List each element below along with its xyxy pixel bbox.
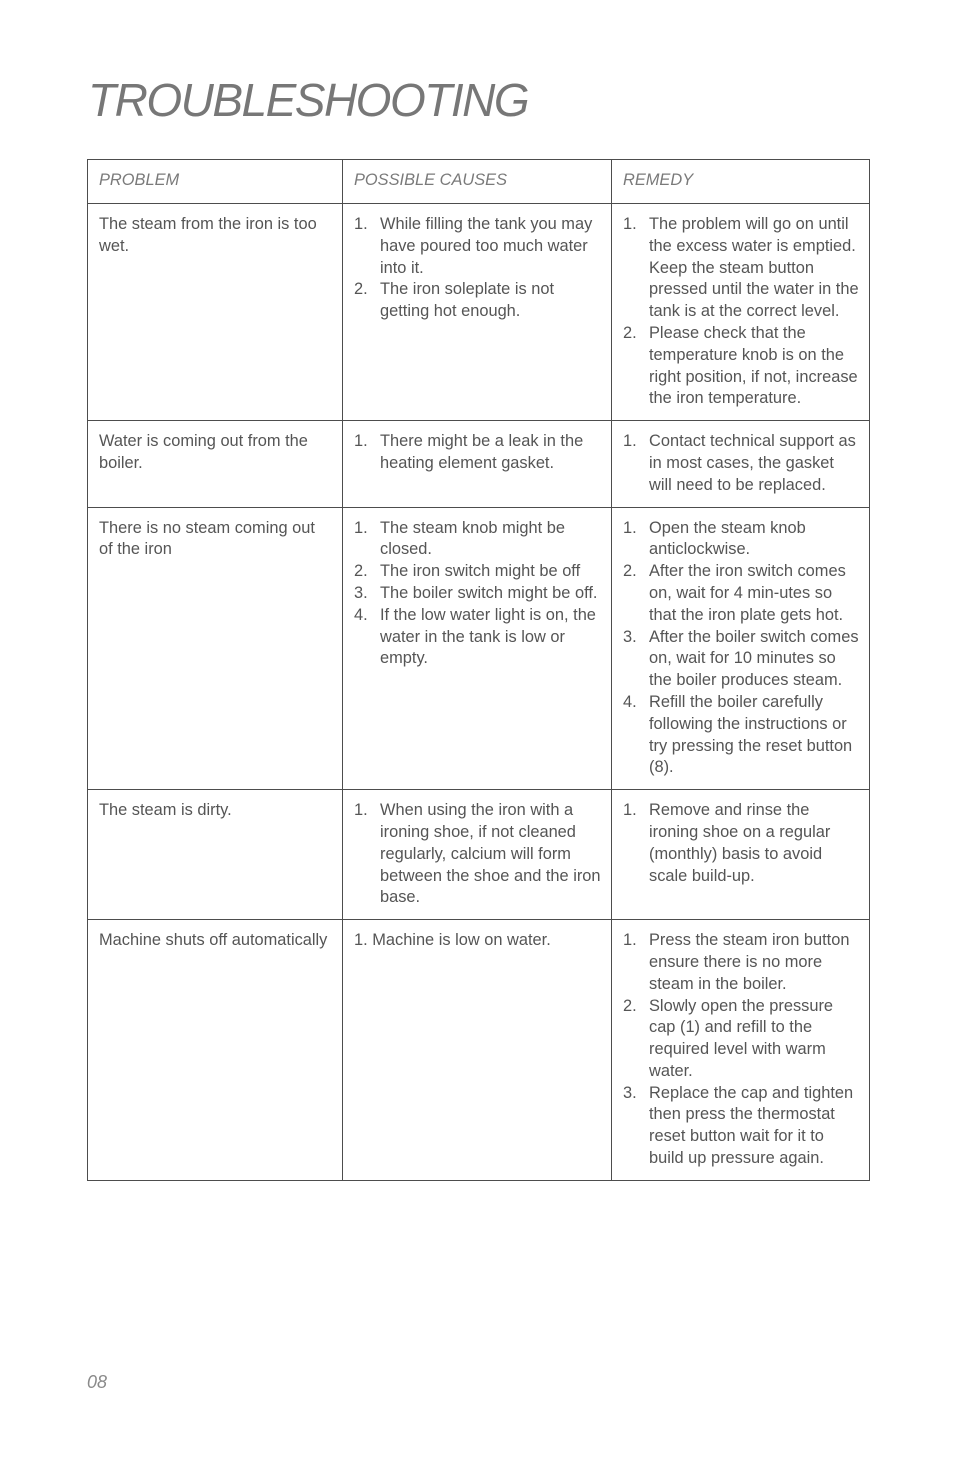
cause-item <box>354 518 601 562</box>
remedy-item <box>623 561 859 626</box>
table-row <box>88 790 870 920</box>
list-number: 2. <box>623 562 637 581</box>
causes-list <box>354 214 601 323</box>
list-number: 3. <box>623 1083 637 1102</box>
problem-cell <box>88 204 343 421</box>
list-number: 2. <box>354 562 368 581</box>
list-number: 1. <box>623 215 637 233</box>
cause-text: While filling the tank you may have poured too much water into it. <box>380 215 593 277</box>
list-number: 2. <box>623 323 637 342</box>
remedy-item <box>623 1083 859 1170</box>
causes-list <box>354 800 601 909</box>
remedy-list <box>623 518 859 780</box>
list-number: 2. <box>623 996 637 1015</box>
page-number: 08 <box>87 1372 108 1392</box>
list-number: 3. <box>354 583 368 602</box>
remedy-list <box>623 800 859 887</box>
cause-item <box>354 214 601 279</box>
list-number: 1. <box>623 432 637 451</box>
remedy-item <box>623 996 859 1083</box>
list-number: 4. <box>623 692 637 711</box>
table-row <box>88 507 870 790</box>
cause-item <box>354 800 601 909</box>
cause-text: When using the iron with a ironing shoe, if not cleaned regularly, calcium will form between the shoe and the iron base. <box>380 801 601 907</box>
table-row <box>88 920 870 1181</box>
causes-cell <box>343 204 612 421</box>
remedy-cell <box>612 204 870 421</box>
problem-cell <box>88 421 343 507</box>
list-number: 1. <box>623 801 637 820</box>
remedy-item <box>623 800 859 887</box>
remedy-item <box>623 930 859 995</box>
problem-text: The steam is dirty. <box>99 801 232 820</box>
cause-item <box>354 431 601 475</box>
troubleshooting-table <box>87 159 870 1181</box>
cause-text: If the low water light is on, the water in the tank is low or empty. <box>380 605 596 668</box>
causes-cell <box>343 920 612 1181</box>
list-number: 3. <box>623 627 637 646</box>
causes-cell <box>343 507 612 790</box>
table-row <box>88 204 870 421</box>
remedy-item <box>623 627 859 692</box>
list-number: 1. <box>354 801 368 820</box>
problem-cell <box>88 507 343 790</box>
remedy-text: Replace the cap and tighten then press the thermostat reset button wait for it to build up pressure again. <box>649 1083 854 1168</box>
remedy-list <box>623 214 859 410</box>
cause-text: The iron switch might be off <box>380 562 581 581</box>
cause-text: There might be a leak in the heating element gasket. <box>380 432 584 472</box>
list-number: 1. <box>354 518 368 537</box>
remedy-text: Slowly open the pressure cap (1) and refill to the required level with warm water. <box>649 996 834 1080</box>
problem-text: There is no steam coming out of the iron <box>99 518 315 559</box>
problem-cell <box>88 790 343 920</box>
list-number: 2. <box>354 280 368 299</box>
remedy-text: After the boiler switch comes on, wait for 10 minutes so the boiler produces steam. <box>649 627 859 690</box>
causes-list <box>354 431 601 475</box>
problem-text: Machine shuts off automatically <box>99 931 328 950</box>
remedy-text: Contact technical support as in most cases, the gasket will need to be replaced. <box>649 432 856 494</box>
remedy-cell <box>612 421 870 507</box>
remedy-item <box>623 323 859 410</box>
cause-text: 1. Machine is low on water. <box>354 931 551 950</box>
remedy-text: Press the steam iron button ensure there is no more steam in the boiler. <box>649 931 850 993</box>
list-number: 1. <box>623 931 637 950</box>
table-header-row <box>88 160 870 204</box>
cause-item <box>354 279 601 323</box>
causes-cell <box>343 421 612 507</box>
problem-text: Water is coming out from the boiler. <box>99 432 308 472</box>
remedy-list <box>623 431 859 496</box>
cause-item <box>354 605 601 670</box>
remedy-item <box>623 692 859 779</box>
remedy-item <box>623 214 859 323</box>
remedy-text: Refill the boiler carefully following the instructions or try pressing the reset button (8). <box>649 692 853 777</box>
cause-text: The steam knob might be closed. <box>380 518 565 559</box>
remedy-list <box>623 930 859 1170</box>
remedy-cell <box>612 790 870 920</box>
header-problem: PROBLEM <box>88 160 343 204</box>
remedy-text: The problem will go on until the excess water is emptied. Keep the steam button pressed until the water in the tank is at the correct level. <box>649 215 859 321</box>
remedy-text: After the iron switch comes on, wait for 4 min-utes so that the iron plate gets hot. <box>649 562 846 624</box>
remedy-cell <box>612 507 870 790</box>
list-number: 1. <box>354 215 368 233</box>
list-number: 1. <box>354 432 368 451</box>
header-possible-causes: POSSIBLE CAUSES <box>343 160 612 204</box>
cause-item <box>354 561 601 583</box>
causes-cell <box>343 790 612 920</box>
remedy-cell <box>612 920 870 1181</box>
problem-text: The steam from the iron is too wet. <box>99 215 317 255</box>
remedy-text: Open the steam knob anticlockwise. <box>649 518 806 559</box>
remedy-text: Remove and rinse the ironing shoe on a regular (monthly) basis to avoid scale build-up. <box>649 801 831 885</box>
list-number: 4. <box>354 605 368 624</box>
remedy-text: Please check that the temperature knob is on the right position, if not, increase the iron temperature. <box>649 323 858 408</box>
cause-text: The boiler switch might be off. <box>380 583 598 602</box>
header-remedy: REMEDY <box>612 160 870 204</box>
problem-cell <box>88 920 343 1181</box>
remedy-item <box>623 518 859 562</box>
table-row <box>88 421 870 507</box>
causes-list <box>354 518 601 671</box>
list-number: 1. <box>623 518 637 537</box>
page-title: TROUBLESHOOTING <box>88 74 529 126</box>
remedy-item <box>623 431 859 496</box>
cause-text: The iron soleplate is not getting hot enough. <box>380 280 555 321</box>
cause-item <box>354 583 601 605</box>
